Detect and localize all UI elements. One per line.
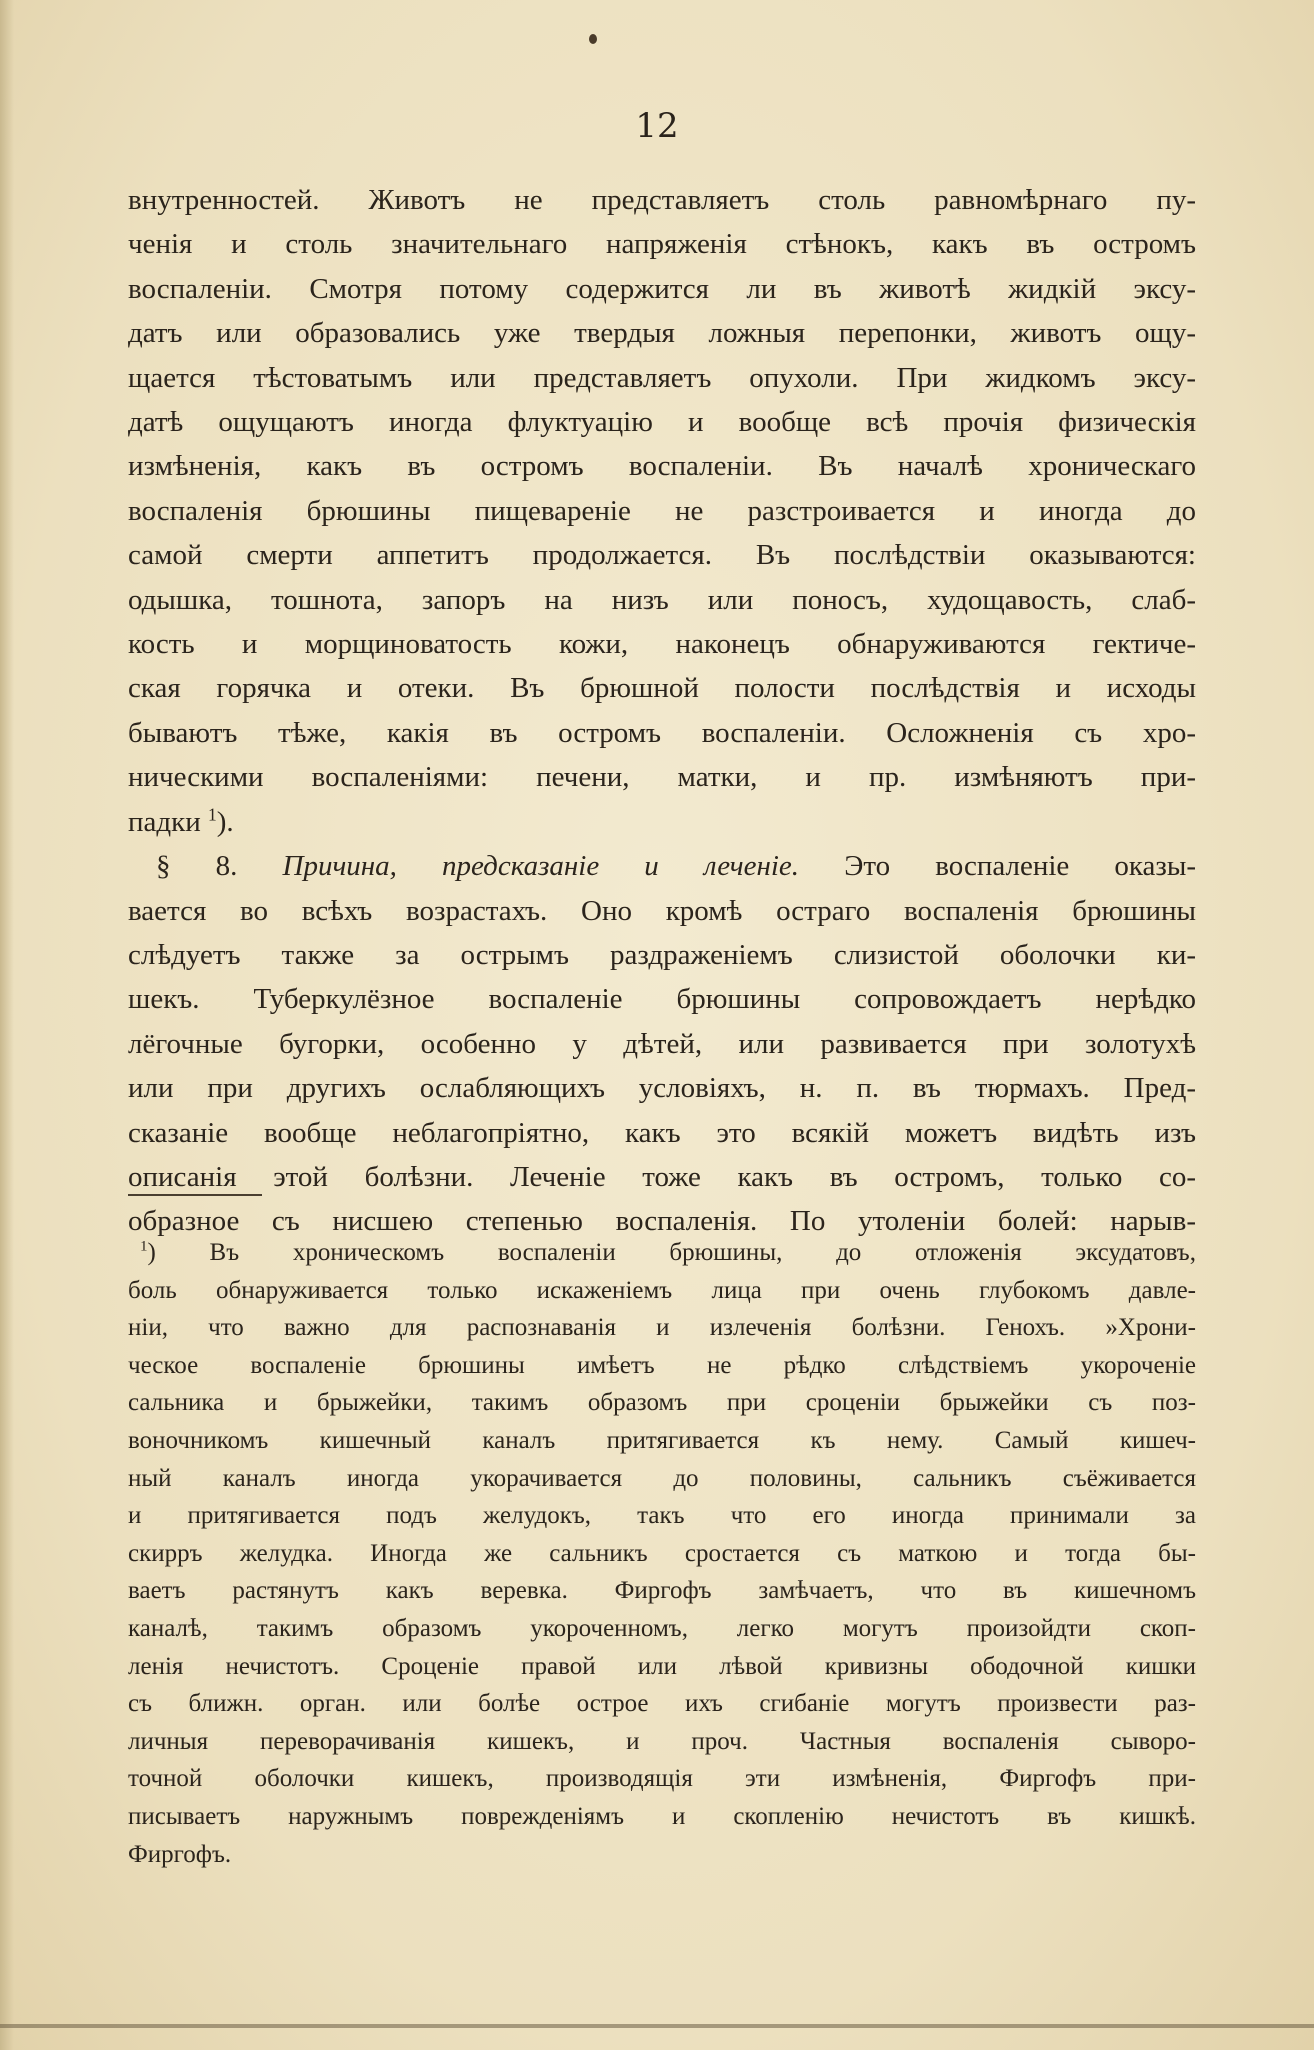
footnote-line: боль обнаруживается только искаженіемъ лица при очень глубокомъ давле- (128, 1276, 1196, 1304)
text-line: лёгочные бугорки, особенно у дѣтей, или развивается при золотухѣ (128, 1027, 1196, 1060)
paragraph-end-text: падки (128, 805, 201, 838)
text-line: кость и морщиноватость кожи, наконецъ обнаруживаются гектиче- (128, 628, 1196, 661)
text-line: воспаленіи. Смотря потому содержится ли въ животѣ жидкій эксу- (128, 272, 1196, 305)
text-line: самой смерти аппетитъ продолжается. Въ послѣдствіи оказываются: (128, 539, 1196, 572)
text-line: ская горячка и отеки. Въ брюшной полости послѣдствія и исходы (128, 672, 1196, 705)
footnote-first-text: ) Въ хроническомъ воспаленіи брюшины, до отложенія эксудатовъ, (147, 1239, 1196, 1266)
text-line: внутренностей. Животъ не представляетъ столь равномѣрнаго пу- (128, 184, 1196, 216)
footnote-line: и притягивается подъ желудокъ, такъ что его иногда принимали за (128, 1502, 1196, 1530)
footnote-ref[interactable]: 1 (208, 804, 217, 825)
ink-spot (589, 34, 597, 44)
text-line: ническими воспаленіями: печени, матки, и пр. измѣняютъ при- (128, 761, 1196, 794)
text-line: датъ или образовались уже твердыя ложныя перепонки, животъ ощу- (128, 317, 1196, 350)
text-line: бываютъ тѣже, какія въ остромъ воспаленіи. Осложненія съ хро- (128, 716, 1196, 749)
text-line: одышка, тошнота, запоръ на низъ или поносъ, худощавость, слаб- (128, 583, 1196, 616)
page-spine-shadow (0, 0, 14, 2050)
text-line: щается тѣстоватымъ или представляетъ опухоли. При жидкомъ эксу- (128, 361, 1196, 394)
text-line: измѣненія, какъ въ остромъ воспаленіи. Въ началѣ хроническаго (128, 450, 1196, 483)
text-line: вается во всѣхъ возрастахъ. Оно кромѣ остраго воспаленія брюшины (128, 894, 1196, 927)
section-heading-line (128, 844, 1196, 888)
text-line: датѣ ощущаютъ иногда флуктуацію и вообще всѣ прочія физическія (128, 406, 1196, 439)
footnote-last-line: Фиргофъ. (128, 1840, 232, 1868)
footnote-line: ваетъ растянутъ какъ веревка. Фиргофъ замѣчаетъ, что въ кишечномъ (128, 1577, 1196, 1605)
footnote-line: писываетъ наружнымъ поврежденіямъ и скопленію нечистотъ въ кишкѣ. (128, 1802, 1196, 1830)
footnote-line: скирръ желудка. Иногда же сальникъ сростается съ маткою и тогда бы- (128, 1539, 1196, 1567)
footnote-line: точной оболочки кишекъ, производящія эти измѣненія, Фиргофъ при- (128, 1765, 1196, 1793)
footnote-line: личныя переворачиванія кишекъ, и проч. Частныя воспаленія сыворо- (128, 1727, 1196, 1755)
footnote-first-line (128, 1234, 1196, 1272)
footnote-line: ный каналъ иногда укорачивается до половины, сальникъ съёживается (128, 1464, 1196, 1492)
text-line: шекъ. Туберкулёзное воспаленіе брюшины сопровождаетъ нерѣдко (128, 983, 1196, 1016)
page-number: 12 (635, 106, 679, 146)
text-line: сказаніе вообще неблагопріятно, какъ это всякій можетъ видѣть изъ (128, 1116, 1196, 1149)
text-line: описанія этой болѣзни. Леченіе тоже какъ въ остромъ, только со- (128, 1160, 1196, 1193)
text-line: слѣдуетъ также за острымъ раздраженіемъ слизистой оболочки ки- (128, 938, 1196, 971)
footnote-separator (128, 1194, 262, 1196)
section-heading: Причина, предсказаніе и леченіе. (282, 850, 800, 883)
section-first-line-rest: Это воспаленіе оказы- (844, 850, 1197, 883)
paragraph-end-tail: ). (216, 805, 234, 838)
text-line: или при другихъ ослабляющихъ условіяхъ, н. п. въ тюрмахъ. Пред- (128, 1072, 1196, 1105)
footnote-line: сальника и брыжейки, такимъ образомъ при сроценіи брыжейки съ поз- (128, 1389, 1196, 1417)
page-bottom-edge (0, 2024, 1314, 2028)
footnote-marker: 1 (140, 1238, 148, 1255)
section-number: § 8. (156, 850, 238, 883)
footnote (128, 1234, 1196, 1873)
footnote-line: каналѣ, такимъ образомъ укороченномъ, легко могутъ произойдти скоп- (128, 1614, 1196, 1642)
footnote-line: ніи, что важно для распознаванія и излеченія болѣзни. Генохъ. »Хрони- (128, 1314, 1196, 1342)
footnote-line: ленія нечистотъ. Сроценіе правой или лѣвой кривизны ободочной кишки (128, 1652, 1196, 1680)
paragraph-end-line (128, 800, 1196, 844)
footnote-line: съ ближн. орган. или болѣе острое ихъ сгибаніе могутъ произвести раз- (128, 1690, 1196, 1718)
text-line: ченія и столь значительнаго напряженія стѣнокъ, какъ въ остромъ (128, 228, 1196, 261)
main-text (128, 178, 1196, 1244)
text-line: образное съ нисшею степенью воспаленія. По утоленіи болей: нарыв- (128, 1205, 1196, 1238)
footnote-line: ческое воспаленіе брюшины имѣетъ не рѣдко слѣдствіемъ укороченіе (128, 1351, 1196, 1379)
footnote-line: воночникомъ кишечный каналъ притягивается къ нему. Самый кишеч- (128, 1426, 1196, 1454)
text-line: воспаленія брюшины пищевареніе не разстроивается и иногда до (128, 494, 1196, 527)
